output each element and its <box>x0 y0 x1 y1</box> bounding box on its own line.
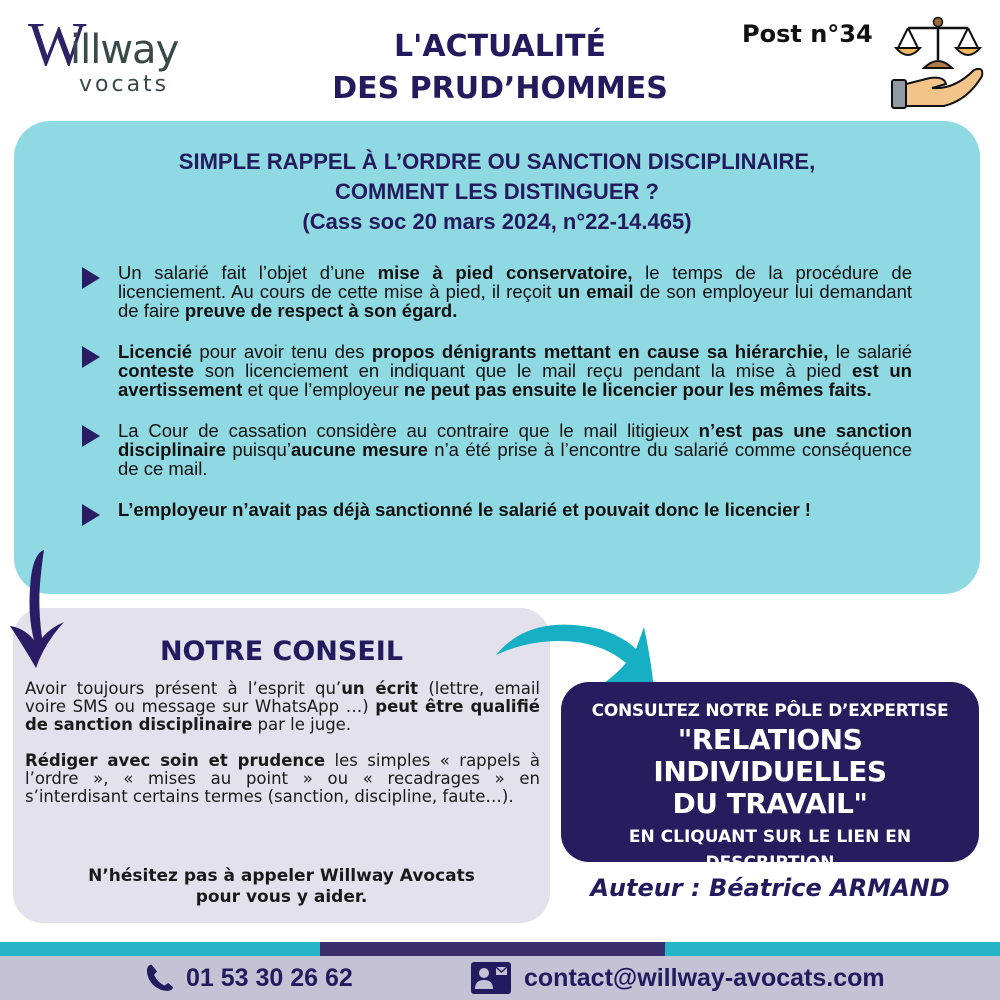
facts-bullet-list <box>82 263 912 541</box>
phone-number[interactable]: 01 53 30 26 62 <box>186 963 353 992</box>
text-run: par le juge. <box>252 715 352 734</box>
bold-text-run: Licencié <box>118 341 193 362</box>
bold-text-run: un écrit <box>341 679 419 698</box>
fact-bullet <box>82 263 912 320</box>
bold-text-run: Rédiger avec soin et prudence <box>25 751 326 770</box>
triangle-bullet-icon <box>82 346 100 368</box>
title-line-1: L'ACTUALITÉ <box>394 29 606 64</box>
bold-text-run: L’employeur n’avait pas déjà sanctionné le salarié et pouvait donc le licencier ! <box>118 499 811 520</box>
text-run: le temps de la procédure de licenciement. Au cours de cette mise à pied, il reçoit <box>118 262 912 302</box>
text-run: son licenciement en indiquant que le mail reçu pendant la mise à pied <box>194 360 853 381</box>
cta-line-1: N’hésitez pas à appeler Willway Avocats <box>88 866 475 886</box>
bold-text-run: propos dénigrants mettant en cause sa hiérarchie, <box>371 341 829 362</box>
heading-line-2: COMMENT LES DISTINGUER ? <box>335 179 659 204</box>
instructions-line-1: EN CLIQUANT SUR LE LIEN EN <box>628 827 912 847</box>
willway-logo <box>26 11 216 97</box>
footer-contact-bar <box>0 956 1000 1000</box>
phone-contact[interactable] <box>142 961 353 995</box>
footer-bar-cyan-right <box>665 942 1000 956</box>
advice-title: NOTRE CONSEIL <box>159 636 404 667</box>
fact-bullet <box>82 342 912 399</box>
text-run: et que l’employeur <box>242 379 404 400</box>
post-number: Post n°34 <box>742 20 873 48</box>
text-run: La Cour de cassation considère au contraire que le mail litigieux <box>118 420 699 441</box>
footer-bar-navy <box>320 942 665 956</box>
email-address[interactable]: contact@willway-avocats.com <box>524 963 885 992</box>
text-run: de son employeur lui demandant de faire <box>118 281 912 321</box>
expertise-line-1: CONSULTEZ NOTRE PÔLE D’EXPERTISE <box>591 701 949 721</box>
logo-initial: W <box>28 11 81 79</box>
bold-text-run: un email <box>557 281 634 302</box>
logo-subtitle: vocats <box>79 72 170 97</box>
expertise-instructions <box>561 824 979 876</box>
bold-text-run: mise à pied conservatoire, <box>377 262 633 283</box>
contact-card-icon <box>470 961 512 995</box>
expertise-name-line-1: "RELATIONS INDIVIDUELLES <box>653 723 887 788</box>
bold-text-run: preuve de respect à son égard. <box>184 300 458 321</box>
instructions-line-2: DESCRIPTION <box>705 853 835 873</box>
expertise-name-line-2: DU TRAVAIL" <box>672 787 868 820</box>
footer-color-bars <box>0 942 1000 956</box>
fact-bullet <box>82 421 912 478</box>
title-line-2: DES PRUD’HOMMES <box>332 71 668 106</box>
text-run: pour avoir tenu des <box>192 341 372 362</box>
page-title <box>250 26 750 110</box>
text-run: puisqu’ <box>225 439 291 460</box>
text-run: Avoir toujours présent à l’esprit qu’ <box>25 679 342 698</box>
advice-call-to-action <box>13 866 550 908</box>
heading-citation: (Cass soc 20 mars 2024, n°22-14.465) <box>302 209 692 234</box>
advice-paragraph <box>25 752 540 806</box>
author-credit: Auteur : Béatrice ARMAND <box>590 874 950 902</box>
triangle-bullet-icon <box>82 425 100 447</box>
phone-icon <box>142 961 176 995</box>
down-arrow-icon <box>4 548 70 670</box>
scales-in-hand-icon <box>888 10 988 110</box>
cta-line-2: pour vous y aider. <box>195 887 368 907</box>
bold-text-run: ne peut pas ensuite le licencier pour les mêmes faits. <box>403 379 872 400</box>
advice-panel <box>13 608 550 923</box>
advice-text <box>25 680 540 824</box>
expertise-name <box>561 724 979 820</box>
text-run: n’a été prise à l’encontre du salarié comme conséquence de ce mail. <box>118 439 912 479</box>
text-run: les simples « rappels à l’ordre », « mises au point » ou « recadrages » en s’interdisant certains termes (sanction, discipline, faute…). <box>25 751 540 806</box>
bold-text-run: conteste <box>118 360 195 381</box>
text-run: le salarié <box>828 341 912 362</box>
bold-text-run: est un avertissement <box>118 360 912 400</box>
footer-bar-cyan-left <box>0 942 320 956</box>
text-run: (lettre, email voire SMS ou message sur WhatsApp …) <box>25 679 540 716</box>
bold-text-run: peut être qualifié de sanction disciplinaire <box>25 697 540 734</box>
facts-heading <box>14 147 980 237</box>
facts-panel <box>14 121 980 594</box>
fact-bullet <box>82 500 912 519</box>
bold-text-run: aucune mesure <box>290 439 428 460</box>
bold-text-run: n’est pas une sanction disciplinaire <box>118 420 912 460</box>
expertise-link-button[interactable] <box>561 682 979 873</box>
advice-paragraph <box>25 680 540 734</box>
heading-line-1: SIMPLE RAPPEL À L’ORDRE OU SANCTION DISCIPLINAIRE, <box>178 149 816 174</box>
text-run: Un salarié fait l’objet d’une <box>118 262 378 283</box>
triangle-bullet-icon <box>82 504 100 526</box>
email-contact[interactable] <box>470 961 885 995</box>
logo-wordmark: illway <box>70 27 179 73</box>
triangle-bullet-icon <box>82 267 100 289</box>
